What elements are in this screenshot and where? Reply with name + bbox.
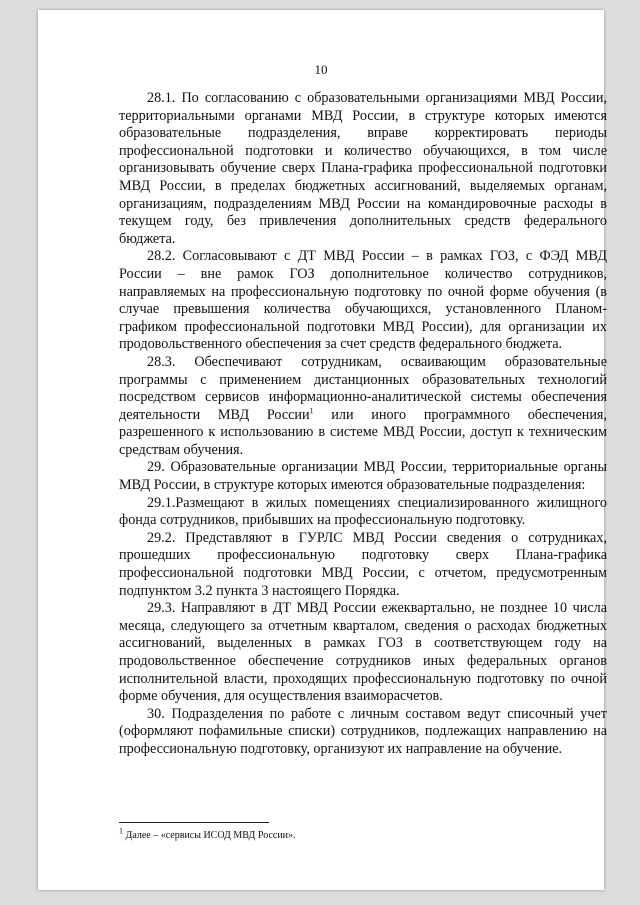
footnote-text: Далее – «сервисы ИСОД МВД России». [123,830,296,841]
paragraph-29: 29. Образовательные организации МВД России, территориальные органы МВД России, в структуре которых имеются образовательные подразделения: [119,459,607,494]
paragraph-30: 30. Подразделения по работе с личным составом ведут списочный учет (оформляют пофамильные списки) сотрудников, подлежащих направлению на профессиональную подготовку, организуют их направление на обучение. [119,705,607,757]
page-number: 10 [314,62,328,77]
paragraph-29-2: 29.2. Представляют в ГУРЛС МВД России сведения о сотрудниках, прошедших профессиональную подготовку сверх Плана-графика профессиональной подготовки МВД России, с отчетом, предусмотренным подпунктом 3.2 пункта 3 настоящего Порядка. [119,529,607,599]
footnote-separator [119,822,269,823]
paragraph-29-3: 29.3. Направляют в ДТ МВД России ежеквартально, не позднее 10 числа месяца, следующего за отчетным кварталом, сведения о расходах бюджетных ассигнований, выделенных в рамках ГОЗ в соответствующем году на продовольственное обеспечение сотрудников иных федеральных органов исполнительной власти, проходящих профессиональную подготовку по очной форме обучения, для осуществления взаиморасчетов. [119,600,607,705]
paragraph-28-3-end: или иного программного обеспечения, разрешенного к использованию в системе МВД России, доступ к техническим средствам обучения. [119,406,608,458]
footnote [119,826,296,842]
paragraph-28-2: 28.2. Согласовывают с ДТ МВД России – в рамках ГОЗ, с ФЭД МВД России – вне рамок ГОЗ дополнительное количество сотрудников, направляемых на профессиональную подготовку по очной форме обучения (в случае превышения количества обучающихся, установленного Планом-графиком профессиональной подготовки МВД России), для организации их продовольственного обеспечения за счет средств федерального бюджета. [119,248,607,353]
paragraph-28-3-start: 28.3. Обеспечивают сотрудникам, осваивающим образовательные программы с применением дистанционных образовательных технологий посредством сервисов информационно-аналитической системы обеспечения деятельности МВД России [119,353,607,423]
footnote-mark: 1 [119,826,123,836]
footnote-reference: 1 [309,405,314,415]
paragraph-28-3 [119,354,607,460]
document-page [38,10,608,890]
paragraph-29-1: 29.1.Размещают в жилых помещениях специализированного жилищного фонда сотрудников, прибывших на профессиональную подготовку. [119,494,607,529]
paragraph-28-1: 28.1. По согласованию с образовательными организациями МВД России, территориальными органами МВД России, в структуре которых имеются образовательные подразделения, вправе корректировать периоды профессиональной подготовки и количество обучающихся, в том числе организовывать обучение сверх Плана-графика профессиональной подготовки МВД России, в пределах бюджетных ассигнований, выделяемых органам, организациям, подразделениям МВД России на командировочные расходы в текущем году, без привлечения дополнительных средств федерального бюджета. [119,90,607,247]
body-text [119,90,607,759]
